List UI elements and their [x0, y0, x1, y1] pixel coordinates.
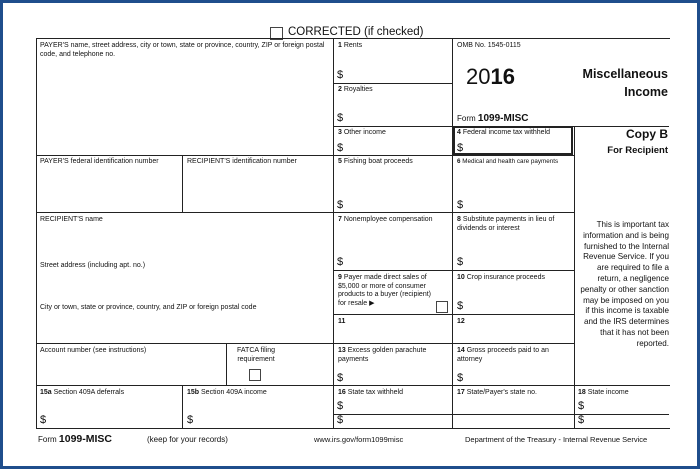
fatca-label: FATCA filing requirement	[237, 347, 275, 363]
box2-dollar: $	[337, 112, 344, 124]
box4-label: 4 Federal income tax withheld	[457, 129, 551, 136]
box18-dollar-1: $	[578, 400, 585, 412]
box15b-label: 15b Section 409A income	[187, 389, 267, 396]
box10-label: 10 Crop insurance proceeds	[457, 274, 545, 281]
box1-dollar: $	[337, 69, 344, 81]
box5-label: 5 Fishing boat proceeds	[338, 158, 413, 165]
box17-label: 17 State/Payer's state no.	[457, 389, 537, 396]
box15a-dollar: $	[40, 414, 47, 426]
box6-dollar: $	[457, 199, 464, 211]
box4-dollar: $	[457, 142, 464, 154]
box3-label: 3 Other income	[338, 129, 386, 136]
fatca-checkbox[interactable]	[249, 369, 261, 381]
payer-fed-id-label: PAYER'S federal identification number	[40, 158, 159, 165]
box16-label: 16 State tax withheld	[338, 389, 404, 396]
box7-label: 7 Nonemployee compensation	[338, 216, 433, 223]
box9-label: 9 Payer made direct sales of $5,000 or more of consumer products to a buyer (recipient) for resale ▶	[338, 274, 431, 307]
footer-form-name: Form 1099-MISC	[38, 433, 113, 445]
omb-form-name: Form 1099-MISC	[457, 113, 529, 124]
tax-year: 2016	[466, 64, 515, 89]
recipient-id-label: RECIPIENT'S identification number	[187, 158, 297, 165]
box13-label: 13 Excess golden parachute payments	[338, 347, 427, 363]
box16-dollar-1: $	[337, 400, 344, 412]
box15b-dollar: $	[187, 414, 194, 426]
box7-dollar: $	[337, 256, 344, 268]
copy-b-subtitle: For Recipient	[607, 145, 668, 156]
box8-label: 8 Substitute payments in lieu of dividends or interest	[457, 216, 555, 232]
box14-dollar: $	[457, 372, 464, 384]
box9-checkbox[interactable]	[436, 301, 448, 313]
box11-label: 11	[338, 318, 346, 325]
box8-dollar: $	[457, 256, 464, 268]
form-title: Miscellaneous Income	[582, 67, 668, 99]
recipient-name-label: RECIPIENT'S name	[40, 216, 103, 223]
payer-name-label: PAYER'S name, street address, city or town, state or province, country, ZIP or foreign postal code, and telephone no.	[40, 42, 325, 58]
account-label: Account number (see instructions)	[40, 347, 147, 354]
box12-label: 12	[457, 318, 465, 325]
copy-b-title: Copy B	[626, 127, 668, 141]
footer-keep: (keep for your records)	[147, 435, 228, 444]
box18-dollar-2: $	[578, 414, 585, 426]
box15a-label: 15a Section 409A deferrals	[40, 389, 125, 396]
box2-label: 2 Royalties	[338, 86, 373, 93]
copy-b-notice: This is important tax information and is being furnished to the Internal Revenue Service. If you are required to file a return, a negligence penalty or other sanction may be imposed on you if this income is taxable and the IRS determines that it has not been reported.	[580, 220, 669, 348]
footer-dept: Department of the Treasury - Internal Revenue Service	[465, 435, 648, 444]
box5-dollar: $	[337, 199, 344, 211]
box6-label: 6 Medical and health care payments	[457, 158, 559, 165]
box3-dollar: $	[337, 142, 344, 154]
box10-dollar: $	[457, 300, 464, 312]
city-label: City or town, state or province, country, and ZIP or foreign postal code	[40, 304, 257, 311]
corrected-label: CORRECTED (if checked)	[288, 26, 424, 38]
street-label: Street address (including apt. no.)	[40, 262, 146, 269]
grid-line	[36, 38, 670, 39]
footer-url[interactable]: www.irs.gov/form1099misc	[314, 435, 404, 444]
box14-label: 14 Gross proceeds paid to an attorney	[457, 347, 549, 363]
omb-number: OMB No. 1545-0115	[457, 42, 521, 49]
box18-label: 18 State income	[578, 389, 629, 396]
box16-dollar-2: $	[337, 414, 344, 426]
box1-label: 1 Rents	[338, 42, 363, 49]
box13-dollar: $	[337, 372, 344, 384]
